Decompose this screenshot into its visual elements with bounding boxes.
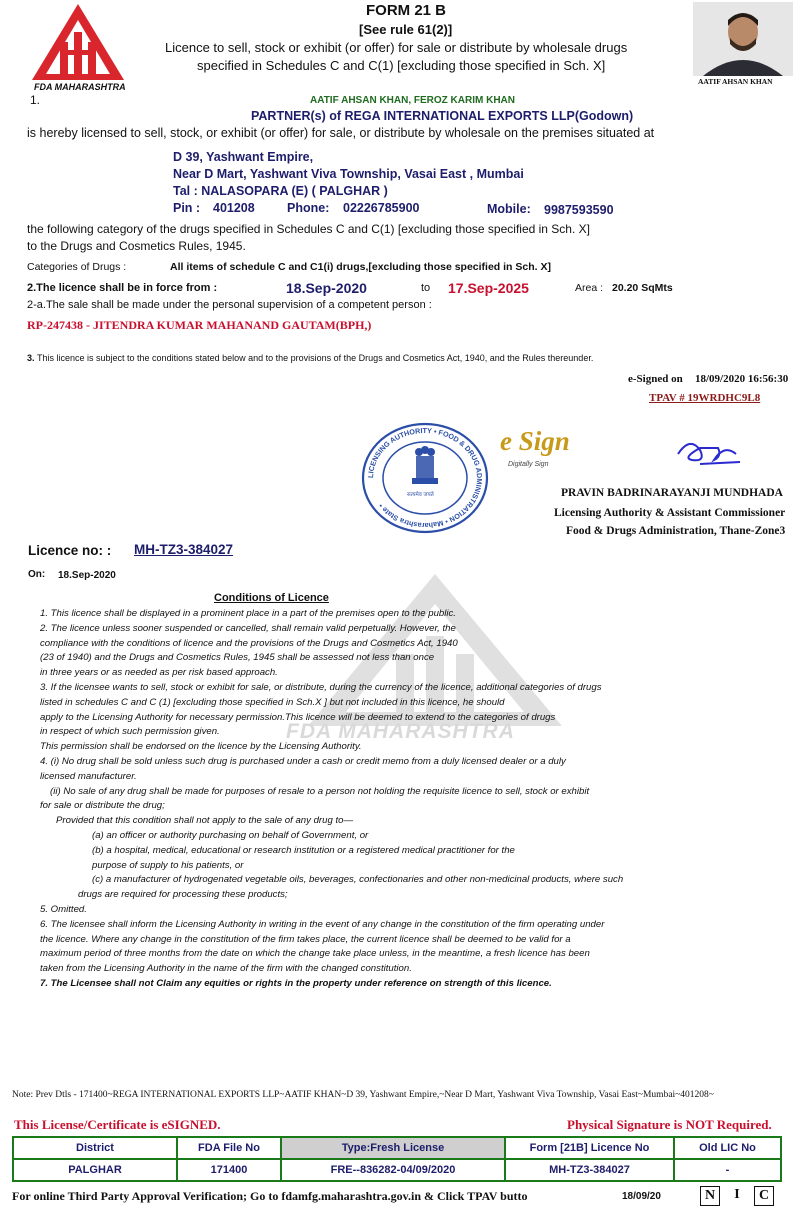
condition-line: (a) an officer or authority purchasing on behalf of Government, or xyxy=(92,829,369,841)
address-line3: Tal : NALASOPARA (E) ( PALGHAR ) xyxy=(173,184,388,198)
clause3-text: This licence is subject to the conditions stated below and to the provisions of the Drugs and Cosmetics Act, 1940, and the Rules thereunder. xyxy=(37,353,594,363)
fda-logo-icon xyxy=(28,2,128,82)
condition-line: 4. (i) No drug shall be sold unless such drug is purchased under a cash or credit memo from a duly licensed dealer or a duly xyxy=(40,755,566,767)
condition-line: Provided that this condition shall not apply to the sale of any drug to— xyxy=(56,815,354,827)
seal-ring-text: LICENSING AUTHORITY • FOOD & DRUG ADMINISTRATION • Maharashtra State • xyxy=(365,425,485,531)
conditions-list xyxy=(40,607,623,992)
address-line2: Near D Mart, Yashwant Viva Township, Vasai East , Mumbai xyxy=(173,167,524,181)
licensee-number: 1. xyxy=(30,93,41,107)
condition-line: 7. The Licensee shall not Claim any equities or rights in the property under reference on strength of this licence. xyxy=(40,977,552,989)
phone-value: 02226785900 xyxy=(343,201,420,215)
partner-names: AATIF AHSAN KHAN, FEROZ KARIM KHAN xyxy=(310,95,515,106)
condition-line: 3. If the licensee wants to sell, stock or exhibit for sale, or distribute, during the currency of the licence, additional categories of drugs xyxy=(40,681,602,693)
table-cell: - xyxy=(674,1159,781,1181)
form-description-line2: specified in Schedules C and C(1) [excluding those specified in Sch. X] xyxy=(197,58,606,73)
area-label: Area : xyxy=(575,282,604,294)
seal-icon xyxy=(360,422,490,534)
competent-person: RP-247438 - JITENDRA KUMAR MAHANAND GAUTAM(BPH,) xyxy=(27,318,372,332)
mobile-value: 9987593590 xyxy=(544,203,614,217)
form-description-line1: Licence to sell, stock or exhibit (or offer) for sale or distribute by wholesale drugs xyxy=(165,40,628,55)
condition-line: for sale or distribute the drug; xyxy=(40,800,165,812)
condition-line: 2. The licence unless sooner suspended or cancelled, shall remain valid perpetually. However, the xyxy=(40,622,456,634)
licence-on-label: On: xyxy=(28,569,46,580)
n-box: N xyxy=(700,1186,720,1206)
table-cell: 171400 xyxy=(177,1159,281,1181)
firm-name: PARTNER(s) of REGA INTERNATIONAL EXPORTS LLP(Godown) xyxy=(251,109,634,123)
form-title: FORM 21 B xyxy=(366,2,447,19)
to-label: to xyxy=(421,282,431,294)
footer-date: 18/09/20 xyxy=(622,1191,661,1202)
mobile-label: Mobile: xyxy=(487,202,531,216)
condition-line: compliance with the conditions of licence and the provisions of the Drugs and Cosmetics Act, 1940 xyxy=(40,637,458,649)
categories-label: Categories of Drugs : xyxy=(27,261,127,273)
table-cell: MH-TZ3-384027 xyxy=(505,1159,674,1181)
condition-line: (23 of 1940) and the Drugs and Cosmetics Rules, 1945 shall be assessed not less than once xyxy=(40,652,435,664)
photo-caption: AATIF AHSAN KHAN xyxy=(698,77,773,86)
esigned-value: 18/09/2020 16:56:30 xyxy=(695,373,789,385)
category-text-line1: the following category of the drugs specified in Schedules C and C(1) [excluding those specified in Sch. X] xyxy=(27,222,590,236)
table-header-cell: Form [21B] Licence No xyxy=(505,1137,674,1159)
condition-line: apply to the Licensing Authority for necessary permission.This licence will be deemed to extend to the categories of drugs xyxy=(40,711,556,723)
condition-line: maximum period of three months from the date on which the change take place unless, in the meantime, a fresh licence has been xyxy=(40,948,590,960)
phone-label: Phone: xyxy=(287,201,330,215)
categories-value: All items of schedule C and C1(i) drugs,[excluding those specified in Sch. X] xyxy=(170,261,551,273)
licence-intro: is hereby licensed to sell, stock, or exhibit (or offer) for sale, or distribute by wholesale on the premises situated at xyxy=(27,126,655,140)
table-header-row xyxy=(13,1137,781,1159)
condition-line: (c) a manufacturer of hydrogenated vegetable oils, beverages, confectionaries and other non-medicinal products, where such xyxy=(92,874,624,886)
licence-on-value: 18.Sep-2020 xyxy=(58,570,116,581)
seal-motto: सत्यमेव जयते xyxy=(407,492,434,498)
condition-line: licensed manufacturer. xyxy=(40,770,137,782)
condition-line: 5. Omitted. xyxy=(40,903,87,915)
condition-line: This permission shall be endorsed on the licence by the Licensing Authority. xyxy=(40,741,362,753)
watermark-text: FDA MAHARASHTRA xyxy=(286,720,515,743)
authority-designation: Licensing Authority & Assistant Commissioner xyxy=(554,507,786,519)
person-photo-icon xyxy=(693,2,793,76)
table-row xyxy=(13,1159,781,1181)
licence-no-label: Licence no: : xyxy=(28,543,112,558)
table-cell: FRE--836282-04/09/2020 xyxy=(281,1159,505,1181)
i-box: I xyxy=(734,1187,740,1202)
esign-logo xyxy=(498,426,608,476)
table-header-cell: FDA File No xyxy=(177,1137,281,1159)
area-value: 20.20 SqMts xyxy=(612,282,673,294)
fda-logo xyxy=(28,2,128,94)
authority-office: Food & Drugs Administration, Thane-Zone3 xyxy=(566,525,786,537)
signature-icon xyxy=(670,428,745,473)
condition-line: purpose of supply to his patients, or xyxy=(92,859,244,871)
tpav-code[interactable]: TPAV # 19WRDHC9L8 xyxy=(649,392,761,404)
table-cell: PALGHAR xyxy=(13,1159,177,1181)
pin-label: Pin : xyxy=(173,201,201,215)
physical-signature-notice: Physical Signature is NOT Required. xyxy=(567,1117,772,1132)
condition-line: taken from the Licensing Authority in the name of the firm with the changed constitution. xyxy=(40,963,412,975)
condition-line: in three years or as needed as per risk based approach. xyxy=(40,667,278,679)
c-box: C xyxy=(754,1186,774,1206)
table-header-cell: District xyxy=(13,1137,177,1159)
licence-no-value: MH-TZ3-384027 xyxy=(134,542,234,557)
licence-summary-table xyxy=(12,1136,782,1182)
esign-logo-text: e Sign xyxy=(500,426,570,456)
condition-line: 1. This licence shall be displayed in a prominent place in a part of the premises open to the public. xyxy=(40,608,456,619)
licensee-photo xyxy=(693,2,793,76)
previous-details-note: Note: Prev Dtls - 171400~REGA INTERNATIONAL EXPORTS LLP~AATIF KHAN~D 39, Yashwant Empire,~Near D Mart, Yashwant Viva Township, Vasai East~Mumbai~401208~ xyxy=(12,1090,714,1100)
esigned-notice: This License/Certificate is eSIGNED. xyxy=(14,1117,221,1132)
conditions-title: Conditions of Licence xyxy=(214,592,329,604)
condition-line: (ii) No sale of any drug shall be made for purposes of resale to a person not holding the requisite licence to sell, stock or exhibit xyxy=(50,785,590,797)
to-date: 17.Sep-2025 xyxy=(448,280,529,296)
authority-name: PRAVIN BADRINARAYANJI MUNDHADA xyxy=(561,487,783,499)
condition-line: (b) a hospital, medical, educational or research institution or a registered medical practitioner for the xyxy=(92,844,515,856)
condition-line: 6. The licensee shall inform the Licensing Authority in writing in the event of any change in the constitution of the firm operating under xyxy=(40,918,605,930)
supervision-text: 2-a.The sale shall be made under the personal supervision of a competent person : xyxy=(27,299,432,311)
pin-value: 401208 xyxy=(213,201,255,215)
from-date: 18.Sep-2020 xyxy=(286,280,367,296)
category-text-line2: to the Drugs and Cosmetics Rules, 1945. xyxy=(27,239,246,253)
rule-reference: [See rule 61(2)] xyxy=(359,22,453,37)
condition-line: drugs are required for processing these products; xyxy=(78,889,288,901)
signature xyxy=(670,428,745,473)
esigned-label: e-Signed on xyxy=(628,373,683,385)
esign-tagline: Digitally Sign xyxy=(508,461,549,468)
fda-logo-text: FDA MAHARASHTRA xyxy=(34,82,126,92)
fda-seal xyxy=(360,422,490,534)
condition-line: the licence. Where any change in the constitution of the firm takes place, the current licence shall be deemed to be valid for a xyxy=(40,933,571,945)
condition-line: listed in schedules C and C (1) [excluding those specified in Sch.X ] but not included in this licence, he should xyxy=(40,696,505,708)
condition-line: in respect of which such permission given. xyxy=(40,726,220,738)
verification-text: For online Third Party Approval Verification; Go to fdamfg.maharashtra.gov.in & Click TPAV butto xyxy=(12,1189,528,1203)
address-line1: D 39, Yashwant Empire, xyxy=(173,150,314,164)
force-label: 2.The licence shall be in force from : xyxy=(27,282,218,294)
table-header-cell: Old LIC No xyxy=(674,1137,781,1159)
clause3-number: 3. xyxy=(27,353,35,363)
table-header-cell: Type:Fresh License xyxy=(281,1137,505,1159)
